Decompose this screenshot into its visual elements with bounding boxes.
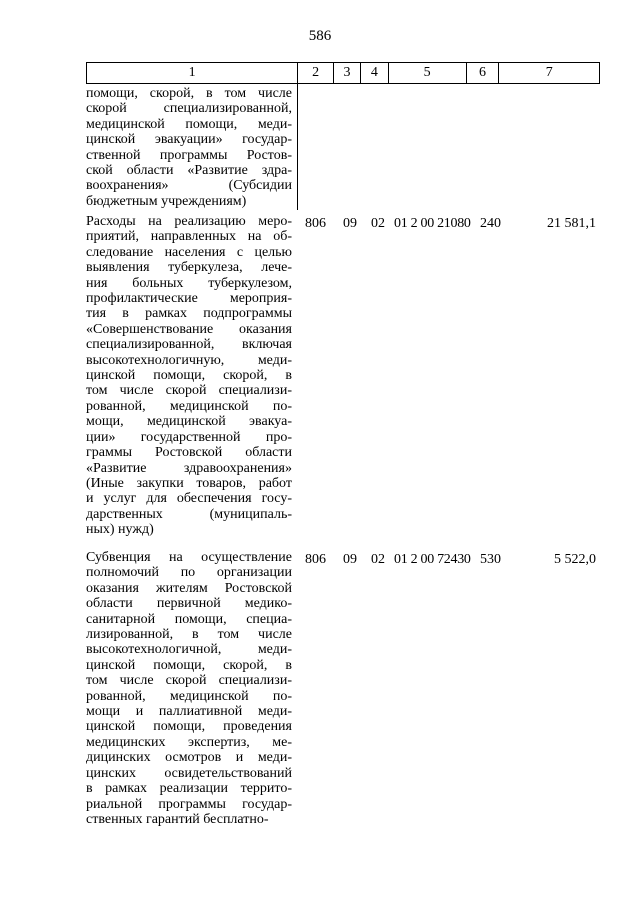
description-line: цинской помощи, скорой, в [86,657,292,673]
description-line: ственной программы Ростов- [86,147,292,163]
column-divider [297,84,298,210]
amount-value: 5 522,0 [554,552,596,567]
description-line: Расходы на реализацию меро- [86,214,292,229]
description-line: рованной, медицинской по- [86,688,292,704]
description-line: Субвенция на осуществление [86,550,292,565]
description-line: профилактические мероприя- [86,291,292,307]
column-header-3: 3 [334,63,361,83]
target-article-code: 01 2 00 72430 [394,552,471,567]
description-line: том числе скорой специализи- [86,673,292,689]
description-line: цинских освидетельствований [86,765,292,781]
target-article-code: 01 2 00 21080 [394,216,471,231]
page-number: 586 [308,28,332,44]
description-line: санитарной помощи, специа- [86,611,292,627]
expense-type-code: 530 [480,552,501,567]
description-line: специализированной, включая [86,337,292,353]
grbs-code: 806 [305,216,326,231]
description-line: выявления туберкулеза, лече- [86,260,292,276]
description-line: «Совершенствование оказания [86,321,292,337]
description-line: цинской эвакуации» государ- [86,132,292,148]
description-line: дарственных (муниципаль- [86,506,292,522]
description-line: ции» государственной про- [86,429,292,445]
table-header-row [86,62,600,84]
description-line: «Развитие здравоохранения» [86,460,292,476]
description-line: скорой специализированной, [86,101,292,117]
description-line: высокотехнологичную, меди- [86,352,292,368]
description-line: риальной программы государ- [86,796,292,812]
subsection-code: 02 [371,552,385,567]
column-header-2: 2 [298,63,334,83]
description-line: медицинских экспертиз, ме- [86,734,292,750]
grbs-code: 806 [305,552,326,567]
description-line: том числе скорой специализи- [86,383,292,399]
description-line: граммы Ростовской области [86,445,292,461]
section-code: 09 [343,216,357,231]
description-line: мощи, медицинской эвакуа- [86,414,292,430]
description-line: медицинской помощи, меди- [86,116,292,132]
column-header-7: 7 [545,65,553,80]
description-line: в рамках реализации террито- [86,781,292,797]
description-line: следование населения с целью [86,244,292,260]
description-line: ственных гарантий бесплатно- [86,811,269,827]
table-row-description [86,214,292,538]
column-header-5: 5 [389,63,467,83]
description-line: (Иные закупки товаров, работ [86,475,292,491]
description-line: тия в рамках подпрограммы [86,306,292,322]
description-line: бюджетным учреждениям) [86,193,247,209]
description-line: воохранения» (Субсидии [86,178,292,194]
column-header-4: 4 [361,63,389,83]
description-line: полномочий по организации [86,565,292,581]
column-header-6: 6 [467,63,500,83]
description-line: помощи, скорой, в том числе [86,86,292,101]
description-line: ния больных туберкулезом, [86,275,292,291]
section-code: 09 [343,552,357,567]
description-line: ных) нужд) [86,522,154,538]
description-line: рованной, медицинской по- [86,398,292,414]
description-line: цинской помощи, скорой, в [86,368,292,384]
description-line: и услуг для обеспечения госу- [86,491,292,507]
table-row-description [86,86,292,209]
table-row-description [86,550,292,827]
subsection-code: 02 [371,216,385,231]
description-line: мощи и паллиативной меди- [86,704,292,720]
description-line: приятий, направленных на об- [86,229,292,245]
description-line: цинской помощи, проведения [86,719,292,735]
description-line: области первичной медико- [86,596,292,612]
description-line: дицинских осмотров и меди- [86,750,292,766]
column-header-1: 1 [87,63,298,83]
amount-value: 21 581,1 [547,216,596,231]
expense-type-code: 240 [480,216,501,231]
description-line: ской области «Развитие здра- [86,163,292,179]
description-line: лизированной, в том числе [86,627,292,643]
description-line: оказания жителям Ростовской [86,580,292,596]
description-line: высокотехнологичной, меди- [86,642,292,658]
